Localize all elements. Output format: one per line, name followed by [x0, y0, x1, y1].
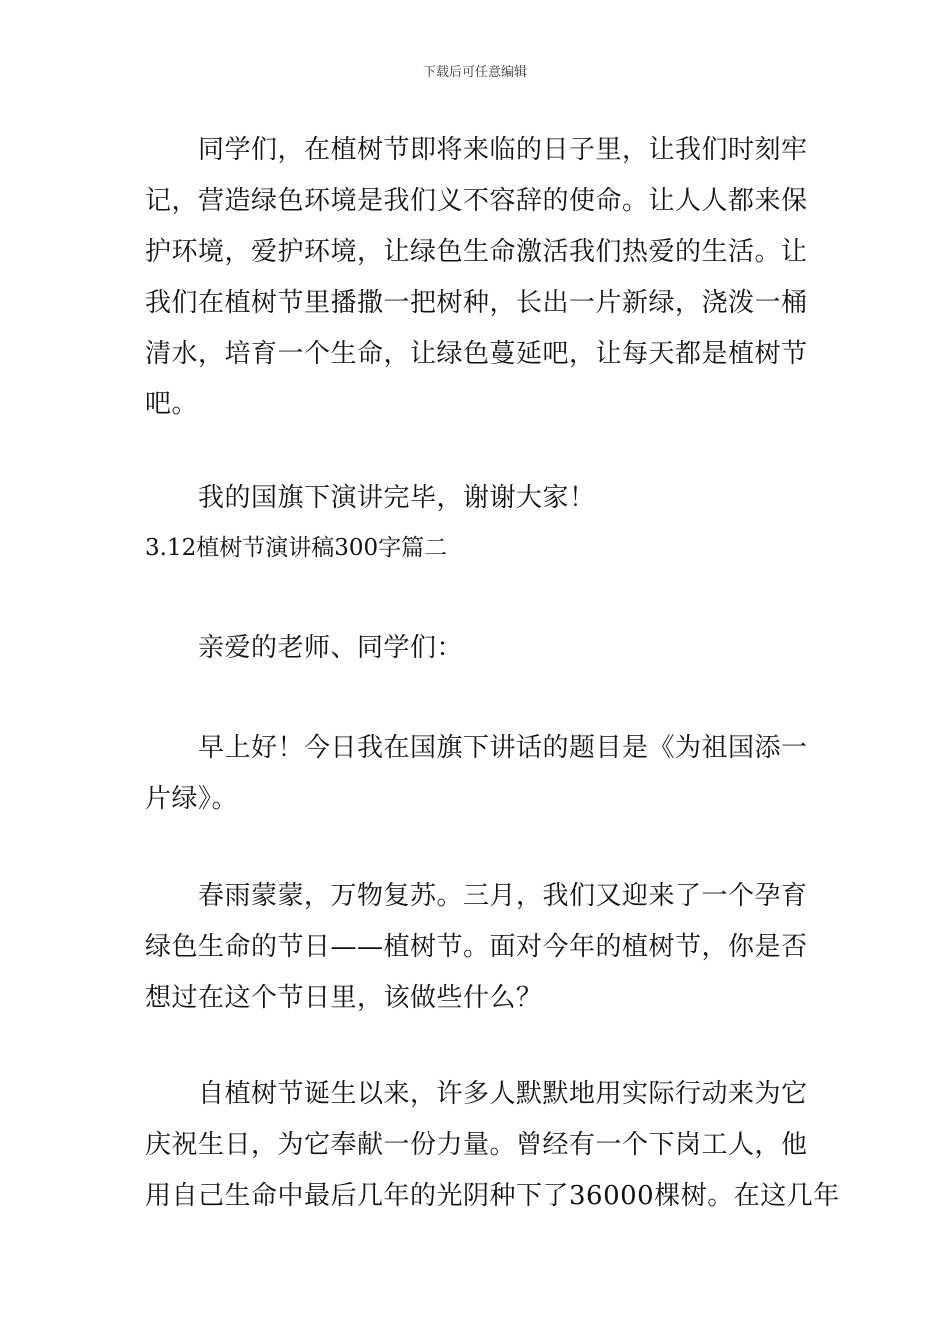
paragraph-line: 片绿》。 [145, 784, 239, 814]
section-heading: 3.12植树节演讲稿300字篇二 [145, 535, 448, 561]
paragraph-line: 我们在植树节里播撒一把树种，长出一片新绿，浇泼一桶 [145, 288, 808, 318]
paragraph-line: 用自己生命中最后几年的光阴种下了36000棵树。在这几年 [145, 1181, 840, 1211]
page-header: 下载后可任意编辑 [422, 65, 527, 80]
paragraph-line: 庆祝生日，为它奉献一份力量。曾经有一个下岗工人，他 [145, 1130, 808, 1160]
paragraph-line: 同学们，在植树节即将来临的日子里，让我们时刻牢 [198, 135, 808, 165]
paragraph-line: 想过在这个节日里，该做些什么？ [145, 983, 543, 1013]
paragraph-line: 早上好！今日我在国旗下讲话的题目是《为祖国添一 [198, 733, 808, 763]
paragraph-line: 护环境，爱护环境，让绿色生命激活我们热爱的生活。让 [145, 237, 808, 267]
paragraph-line: 自植树节诞生以来，许多人默默地用实际行动来为它 [198, 1079, 808, 1109]
paragraph-line: 记，营造绿色环境是我们义不容辞的使命。让人人都来保 [145, 186, 808, 216]
paragraph-line: 春雨蒙蒙，万物复苏。三月，我们又迎来了一个孕育 [198, 881, 808, 911]
paragraph-line: 吧。 [145, 389, 199, 419]
paragraph-line: 绿色生命的节日——植树节。面对今年的植树节，你是否 [145, 932, 808, 962]
paragraph-line: 我的国旗下演讲完毕，谢谢大家！ [198, 483, 596, 513]
salutation-line: 亲爱的老师、同学们： [198, 633, 464, 663]
paragraph-line: 清水，培育一个生命，让绿色蔓延吧，让每天都是植树节 [145, 339, 808, 369]
